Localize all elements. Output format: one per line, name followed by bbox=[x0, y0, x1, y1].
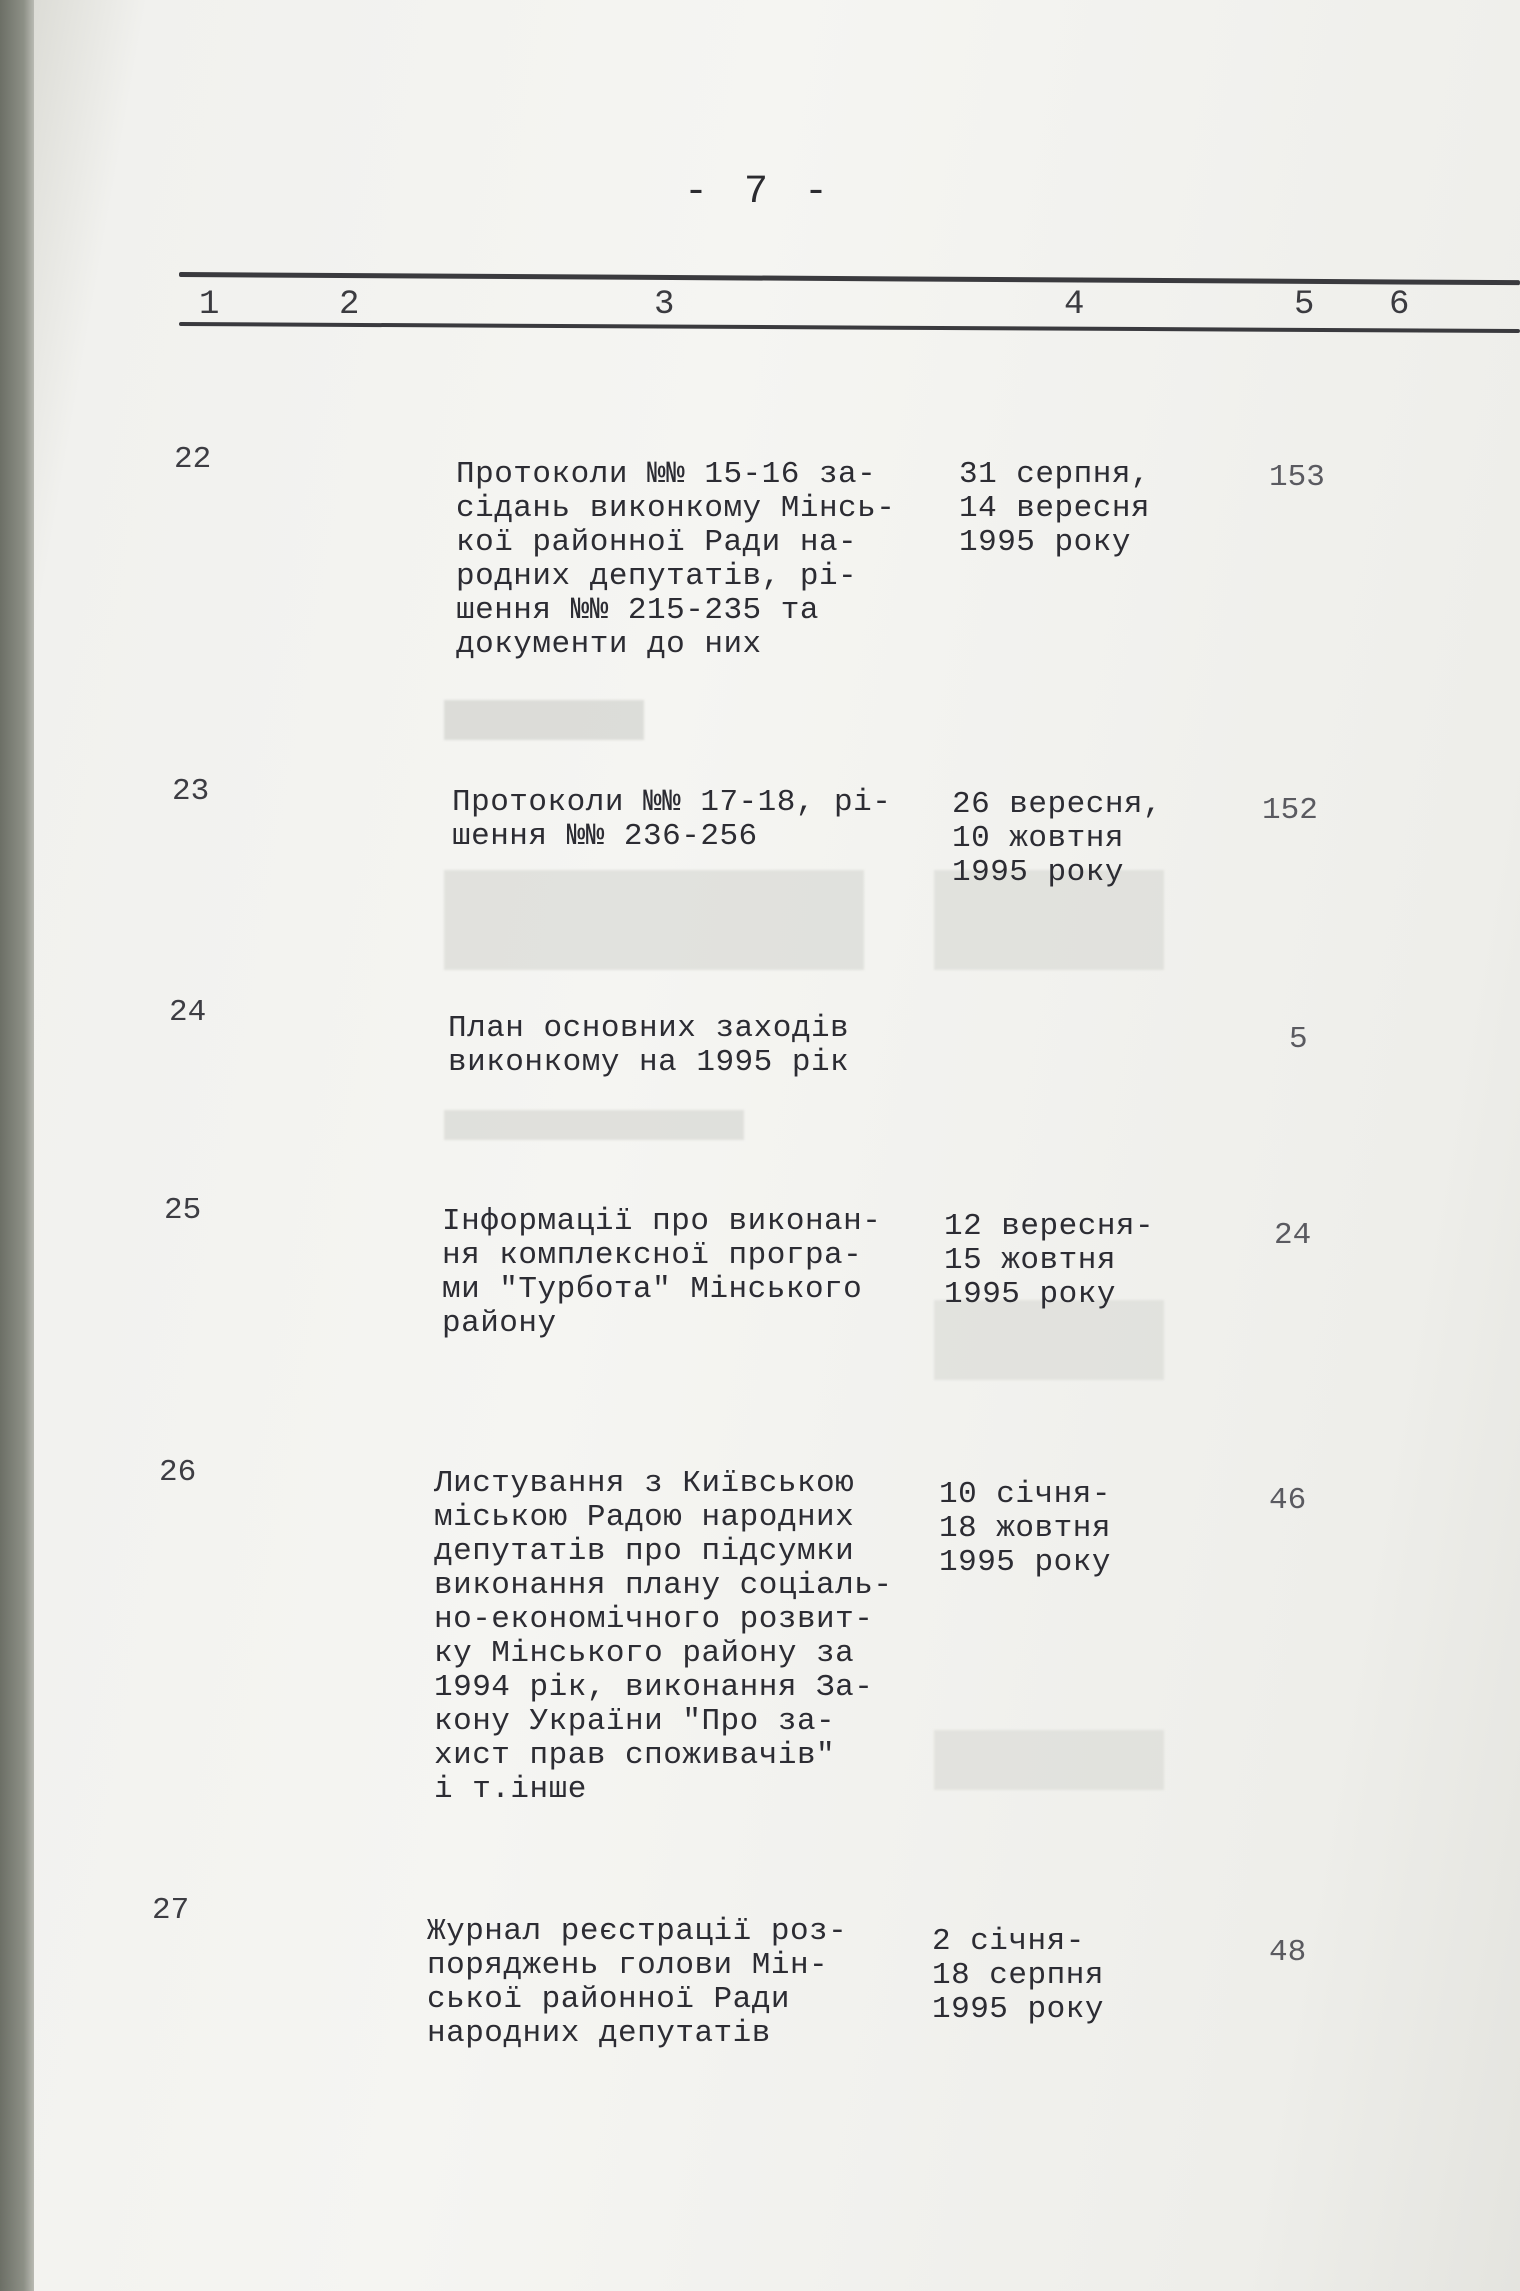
row-dates: 10 січня- 18 жовтня 1995 року bbox=[939, 1477, 1111, 1580]
column-number-3: 3 bbox=[654, 286, 675, 324]
row-title: План основних заходів виконкому на 1995 рік bbox=[448, 1011, 850, 1080]
row-sheets: 46 bbox=[1269, 1483, 1307, 1518]
table-header-rule-bottom bbox=[179, 322, 1520, 333]
row-title: Журнал реєстрації роз- поряджень голови Мін- ської районної Ради народних депутатів bbox=[427, 1914, 848, 2051]
row-title: Протоколи №№ 17-18, рі- шення №№ 236-256 bbox=[452, 785, 892, 854]
bleed-through-mark bbox=[444, 870, 864, 970]
row-number: 26 bbox=[159, 1455, 197, 1490]
row-dates: 31 серпня, 14 вересня 1995 року bbox=[959, 457, 1151, 560]
bleed-through-mark bbox=[444, 700, 644, 740]
row-sheets: 153 bbox=[1269, 460, 1325, 495]
column-number-5: 5 bbox=[1294, 286, 1315, 324]
row-number: 27 bbox=[152, 1893, 190, 1928]
column-number-4: 4 bbox=[1064, 286, 1085, 324]
bleed-through-mark bbox=[444, 1110, 744, 1140]
row-dates: 12 вересня- 15 жовтня 1995 року bbox=[944, 1209, 1155, 1312]
row-number: 22 bbox=[174, 442, 212, 477]
row-dates: 2 січня- 18 серпня 1995 року bbox=[932, 1924, 1104, 2027]
column-number-2: 2 bbox=[339, 286, 360, 324]
column-number-1: 1 bbox=[199, 286, 220, 324]
row-title: Протоколи №№ 15-16 за- сідань виконкому Мінсь- кої районної Ради на- родних депутатів, рі- шення №№ 215-235 та документи до них bbox=[456, 457, 896, 662]
row-sheets: 24 bbox=[1274, 1218, 1312, 1253]
bleed-through-mark bbox=[934, 1300, 1164, 1380]
row-sheets: 48 bbox=[1269, 1935, 1307, 1970]
row-number: 25 bbox=[164, 1193, 202, 1228]
row-number: 23 bbox=[172, 774, 210, 809]
row-sheets: 152 bbox=[1262, 793, 1318, 828]
row-number: 24 bbox=[169, 995, 207, 1030]
row-title: Інформації про виконан- ня комплексної програ- ми "Турбота" Мінського району bbox=[442, 1204, 882, 1341]
column-number-6: 6 bbox=[1389, 286, 1410, 324]
bleed-through-mark bbox=[934, 1730, 1164, 1790]
page-edge-shadow bbox=[0, 0, 34, 2291]
row-sheets: 5 bbox=[1289, 1022, 1308, 1057]
row-title: Листування з Київською міською Радою народних депутатів про підсумки виконання плану соціаль- но-економічного розвит- ку Мінського району за 1994 рік, виконання За- кону України "Про за- хист прав споживачів" і т.інше bbox=[434, 1466, 893, 1807]
table-header-rule-top bbox=[179, 272, 1520, 285]
page-number: - 7 - bbox=[684, 170, 835, 215]
document-page bbox=[34, 0, 1520, 2291]
row-dates: 26 вересня, 10 жовтня 1995 року bbox=[952, 787, 1163, 890]
